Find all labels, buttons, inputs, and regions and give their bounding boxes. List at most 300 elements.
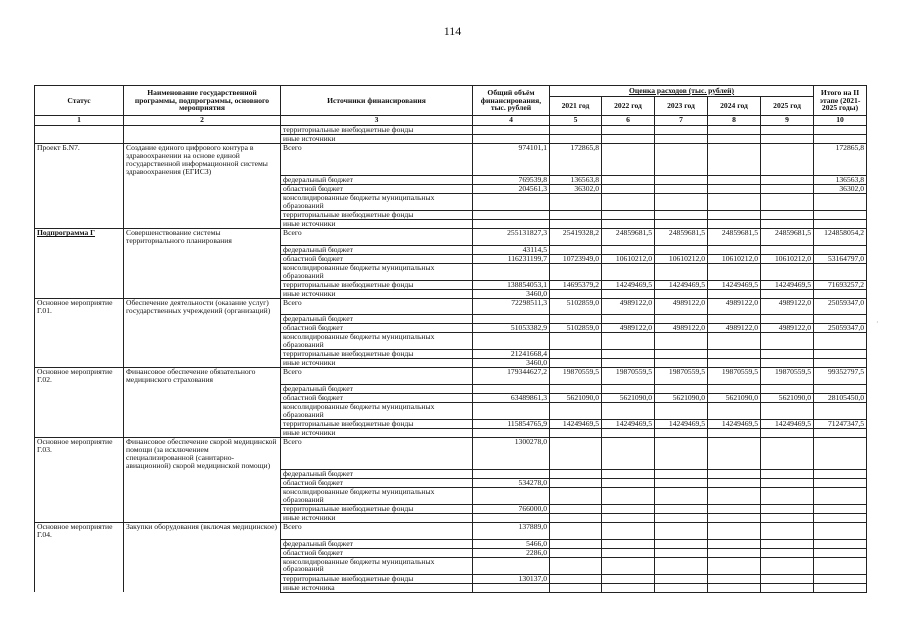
status-cell [35,324,124,333]
stage-total-cell [814,514,867,523]
year-value-cell [761,135,814,144]
table-row [35,479,867,488]
table-row [35,402,867,419]
stage-total-cell: 28105450,0 [814,393,867,402]
stage-total-cell [814,428,867,437]
total-cell [473,333,550,350]
table-row [35,315,867,324]
year-value-cell: 5621090,0 [655,393,708,402]
year-value-cell [602,315,655,324]
year-value-cell [761,350,814,359]
status-cell [35,384,124,393]
year-value-cell [550,263,602,280]
year-value-cell [550,220,602,229]
column-number: 5 [550,116,602,126]
stage-total-cell [814,548,867,557]
source-cell: федеральный бюджет [281,245,473,254]
source-cell: консолидированные бюджеты муниципальных образований [281,402,473,419]
year-value-cell [761,263,814,280]
table-row [35,144,867,176]
status-cell [35,135,124,144]
total-cell: 72298511,3 [473,298,550,314]
year-value-cell [655,514,708,523]
stage-total-cell [814,488,867,505]
program-name-cell [124,280,281,289]
year-value-cell [761,144,814,176]
year-value-cell: 19870559,5 [708,368,761,384]
year-value-cell [602,557,655,574]
table-row [35,505,867,514]
year-value-cell [550,574,602,583]
table-row [35,428,867,437]
year-value-cell: 4989122,0 [708,298,761,314]
year-value-cell: 10723949,0 [550,254,602,263]
year-value-cell [550,583,602,592]
year-value-cell [602,194,655,211]
table-row [35,470,867,479]
year-value-cell [602,384,655,393]
table-row [35,176,867,185]
year-value-cell [761,185,814,194]
status-cell [35,548,124,557]
year-value-cell: 10610212,0 [655,254,708,263]
table-row [35,263,867,280]
year-value-cell: 4989122,0 [655,324,708,333]
status-cell [35,488,124,505]
year-value-cell [602,583,655,592]
year-value-cell [550,514,602,523]
year-value-cell [708,523,761,539]
stage-total-cell [814,289,867,298]
program-name-cell [124,505,281,514]
status-cell [35,333,124,350]
year-value-cell [708,359,761,368]
status-cell: Основное мероприятие Г.03. [35,437,124,469]
year-value-cell [550,350,602,359]
total-cell [473,470,550,479]
year-value-cell [708,194,761,211]
program-name-cell [124,263,281,280]
column-number: 1 [35,116,124,126]
year-value-cell: 4989122,0 [655,298,708,314]
source-cell: территориальные внебюджетные фонды [281,574,473,583]
table-row [35,359,867,368]
source-cell: Всего [281,229,473,245]
year-value-cell [761,583,814,592]
source-cell: иные источники [281,220,473,229]
program-name-cell [124,583,281,592]
year-value-cell [655,583,708,592]
year-value-cell [655,539,708,548]
header-year: 2025 год [761,97,814,116]
total-cell: 204561,3 [473,185,550,194]
source-cell: федеральный бюджет [281,539,473,548]
program-name-cell [124,220,281,229]
year-value-cell: 24859681,5 [761,229,814,245]
year-value-cell [761,333,814,350]
program-name-cell: Совершенствование системы территориального планирования [124,229,281,245]
source-cell: консолидированные бюджеты муниципальных образований [281,333,473,350]
status-cell: Основное мероприятие Г.04. [35,523,124,539]
stage-total-cell [814,194,867,211]
year-value-cell [708,583,761,592]
source-cell: федеральный бюджет [281,470,473,479]
source-cell: Всего [281,298,473,314]
year-value-cell [655,289,708,298]
stage-total-cell [814,583,867,592]
status-cell [35,220,124,229]
program-name-cell [124,488,281,505]
year-value-cell [602,574,655,583]
status-cell [35,505,124,514]
year-value-cell [655,359,708,368]
total-cell [473,315,550,324]
program-name-cell [124,211,281,220]
year-value-cell: 19870559,5 [655,368,708,384]
source-cell: областной бюджет [281,324,473,333]
year-value-cell [602,289,655,298]
year-value-cell [550,384,602,393]
year-value-cell: 5621090,0 [550,393,602,402]
total-cell: 3460,0 [473,359,550,368]
status-cell [35,280,124,289]
column-number: 7 [655,116,708,126]
year-value-cell [550,333,602,350]
margin-mark: · [876,318,879,327]
year-value-cell [655,135,708,144]
year-value-cell [602,539,655,548]
program-name-cell [124,479,281,488]
table-row [35,539,867,548]
year-value-cell [550,194,602,211]
year-value-cell [655,211,708,220]
year-value-cell: 24859681,5 [655,229,708,245]
table-row [35,583,867,592]
program-name-cell [124,185,281,194]
program-name-cell: Финансовое обеспечение обязательного медицинского страхования [124,368,281,384]
year-value-cell [708,505,761,514]
total-cell: 138854053,1 [473,280,550,289]
year-value-cell: 4989122,0 [708,324,761,333]
header-status: Статус [35,86,124,116]
year-value-cell [602,514,655,523]
stage-total-cell [814,437,867,469]
year-value-cell [761,315,814,324]
year-value-cell [655,333,708,350]
total-cell: 766000,0 [473,505,550,514]
total-cell: 137889,0 [473,523,550,539]
stage-total-cell [814,539,867,548]
column-number: 6 [602,116,655,126]
status-cell: Подпрограмма Г [35,229,124,245]
year-value-cell [602,437,655,469]
year-value-cell [550,539,602,548]
table-row [35,523,867,539]
stage-total-cell [814,245,867,254]
table-row [35,419,867,428]
year-value-cell [708,488,761,505]
stage-total-cell [814,470,867,479]
year-value-cell [602,126,655,135]
year-value-cell [708,185,761,194]
year-value-cell [761,514,814,523]
table-row [35,393,867,402]
year-value-cell [761,289,814,298]
column-number: 3 [281,116,473,126]
year-value-cell [602,144,655,176]
year-value-cell [655,194,708,211]
stage-total-cell: 99352797,5 [814,368,867,384]
program-name-cell [124,126,281,135]
stage-total-cell: 25059347,0 [814,324,867,333]
year-value-cell [708,557,761,574]
source-cell: территориальные внебюджетные фонды [281,211,473,220]
year-value-cell [708,245,761,254]
program-name-cell: Закупки оборудования (включая медицинское) [124,523,281,539]
total-cell: 5466,0 [473,539,550,548]
table-row [35,333,867,350]
year-value-cell [708,315,761,324]
year-value-cell [708,384,761,393]
stage-total-cell: 172865,8 [814,144,867,176]
source-cell: иные источника [281,583,473,592]
stage-total-cell: 53164797,0 [814,254,867,263]
year-value-cell [602,220,655,229]
year-value-cell [602,333,655,350]
status-cell [35,126,124,135]
year-value-cell [602,402,655,419]
status-cell [35,263,124,280]
year-value-cell: 36302,0 [550,185,602,194]
year-value-cell [761,470,814,479]
year-value-cell: 14249469,5 [655,280,708,289]
program-name-cell [124,419,281,428]
source-cell: консолидированные бюджеты муниципальных образований [281,557,473,574]
year-value-cell: 5621090,0 [602,393,655,402]
source-cell: областной бюджет [281,254,473,263]
program-name-cell [124,135,281,144]
total-cell [473,402,550,419]
year-value-cell [550,211,602,220]
year-value-cell [550,126,602,135]
total-cell: 43114,5 [473,245,550,254]
year-value-cell [761,428,814,437]
year-value-cell [708,470,761,479]
year-value-cell [655,402,708,419]
year-value-cell [655,126,708,135]
table-row [35,280,867,289]
year-value-cell: 4989122,0 [602,324,655,333]
year-value-cell: 14249469,5 [655,419,708,428]
stage-total-cell: 136563,8 [814,176,867,185]
source-cell: консолидированные бюджеты муниципальных образований [281,263,473,280]
year-value-cell [602,428,655,437]
year-value-cell [761,176,814,185]
source-cell: территориальные внебюджетные фонды [281,280,473,289]
year-value-cell: 14249469,5 [602,419,655,428]
year-value-cell [655,523,708,539]
year-value-cell [655,488,708,505]
year-value-cell [655,437,708,469]
year-value-cell [761,126,814,135]
program-name-cell: Создание единого цифрового контура в здравоохранении на основе единой государственной информационной системы здравоохранения (ЕГИСЗ) [124,144,281,176]
table-row [35,135,867,144]
year-value-cell [655,245,708,254]
table-row [35,298,867,314]
year-value-cell [761,359,814,368]
year-value-cell [761,211,814,220]
source-cell: консолидированные бюджеты муниципальных образований [281,488,473,505]
status-cell [35,194,124,211]
program-name-cell [124,548,281,557]
program-name-cell [124,289,281,298]
year-value-cell: 14249469,5 [550,419,602,428]
stage-total-cell [814,505,867,514]
total-cell: 21241668,4 [473,350,550,359]
year-value-cell [655,315,708,324]
year-value-cell [550,289,602,298]
header-year: 2023 год [655,97,708,116]
program-name-cell [124,359,281,368]
year-value-cell [708,289,761,298]
table-row [35,185,867,194]
header-stage-total: Итого на II этапе (2021-2025 годы) [814,86,867,116]
column-number: 4 [473,116,550,126]
financing-table [34,85,867,593]
program-name-cell: Финансовое обеспечение скорой медицинской помощи (за исключением специализированной (санитарно-авиационной) скорой медицинской помощи) [124,437,281,469]
year-value-cell: 14249469,5 [761,280,814,289]
table-row [35,324,867,333]
year-value-cell [708,144,761,176]
total-cell: 51053382,9 [473,324,550,333]
header-year: 2021 год [550,97,602,116]
year-value-cell [655,557,708,574]
column-numbers-row [35,116,867,126]
total-cell: 3460,0 [473,289,550,298]
year-value-cell [708,333,761,350]
total-cell: 63489861,3 [473,393,550,402]
year-value-cell [602,135,655,144]
table-row [35,384,867,393]
program-name-cell: Обеспечение деятельности (оказание услуг) государственных учреждений (организаций) [124,298,281,314]
year-value-cell [602,359,655,368]
year-value-cell: 4989122,0 [761,324,814,333]
year-value-cell [761,384,814,393]
page-number: 114 [443,24,462,38]
year-value-cell [655,428,708,437]
year-value-cell [761,437,814,469]
table-row [35,126,867,135]
year-value-cell [602,211,655,220]
source-cell: иные источники [281,514,473,523]
year-value-cell [602,505,655,514]
year-value-cell: 14249469,5 [761,419,814,428]
stage-total-cell [814,523,867,539]
status-cell: Проект Б.N7. [35,144,124,176]
program-name-cell [124,254,281,263]
status-cell [35,539,124,548]
year-value-cell [602,350,655,359]
source-cell: иные источники [281,135,473,144]
source-cell: иные источники [281,359,473,368]
year-value-cell [602,245,655,254]
source-cell: федеральный бюджет [281,176,473,185]
source-cell: Всего [281,523,473,539]
source-cell: федеральный бюджет [281,384,473,393]
table-row [35,557,867,574]
program-name-cell [124,245,281,254]
stage-total-cell [814,126,867,135]
year-value-cell: 5621090,0 [761,393,814,402]
status-cell [35,359,124,368]
program-name-cell [124,176,281,185]
year-value-cell [761,245,814,254]
table-row [35,437,867,469]
stage-total-cell [814,211,867,220]
year-value-cell: 14695379,2 [550,280,602,289]
stage-total-cell [814,263,867,280]
year-value-cell [602,548,655,557]
status-cell: Основное мероприятие Г.02. [35,368,124,384]
year-value-cell: 24859681,5 [708,229,761,245]
total-cell [473,135,550,144]
year-value-cell: 14249469,5 [602,280,655,289]
year-value-cell [761,557,814,574]
status-cell [35,211,124,220]
status-cell [35,428,124,437]
total-cell [473,126,550,135]
year-value-cell [708,350,761,359]
column-number: 9 [761,116,814,126]
program-name-cell [124,514,281,523]
total-cell: 130137,0 [473,574,550,583]
status-cell [35,514,124,523]
source-cell: областной бюджет [281,479,473,488]
year-value-cell [761,523,814,539]
year-value-cell [550,488,602,505]
year-value-cell: 19870559,5 [602,368,655,384]
status-cell [35,245,124,254]
header-program: Наименование государственной программы, подпрограммы, основного мероприятия [124,86,281,116]
year-value-cell [655,263,708,280]
year-value-cell [761,539,814,548]
total-cell [473,514,550,523]
year-value-cell: 25419328,2 [550,229,602,245]
year-value-cell: 4989122,0 [761,298,814,314]
total-cell [473,428,550,437]
stage-total-cell [814,350,867,359]
status-cell: Основное мероприятие Г.01. [35,298,124,314]
year-value-cell: 10610212,0 [761,254,814,263]
year-value-cell [708,539,761,548]
year-value-cell [708,514,761,523]
year-value-cell [602,488,655,505]
source-cell: Всего [281,437,473,469]
year-value-cell [655,220,708,229]
total-cell [473,211,550,220]
program-name-cell [124,402,281,419]
year-value-cell [708,548,761,557]
source-cell: областной бюджет [281,185,473,194]
status-cell [35,393,124,402]
status-cell [35,254,124,263]
year-value-cell: 5102859,0 [550,324,602,333]
total-cell: 2286,0 [473,548,550,557]
year-value-cell [708,574,761,583]
year-value-cell [708,211,761,220]
year-value-cell [761,574,814,583]
header-total: Общий объём финансирования, тыс. рублей [473,86,550,116]
